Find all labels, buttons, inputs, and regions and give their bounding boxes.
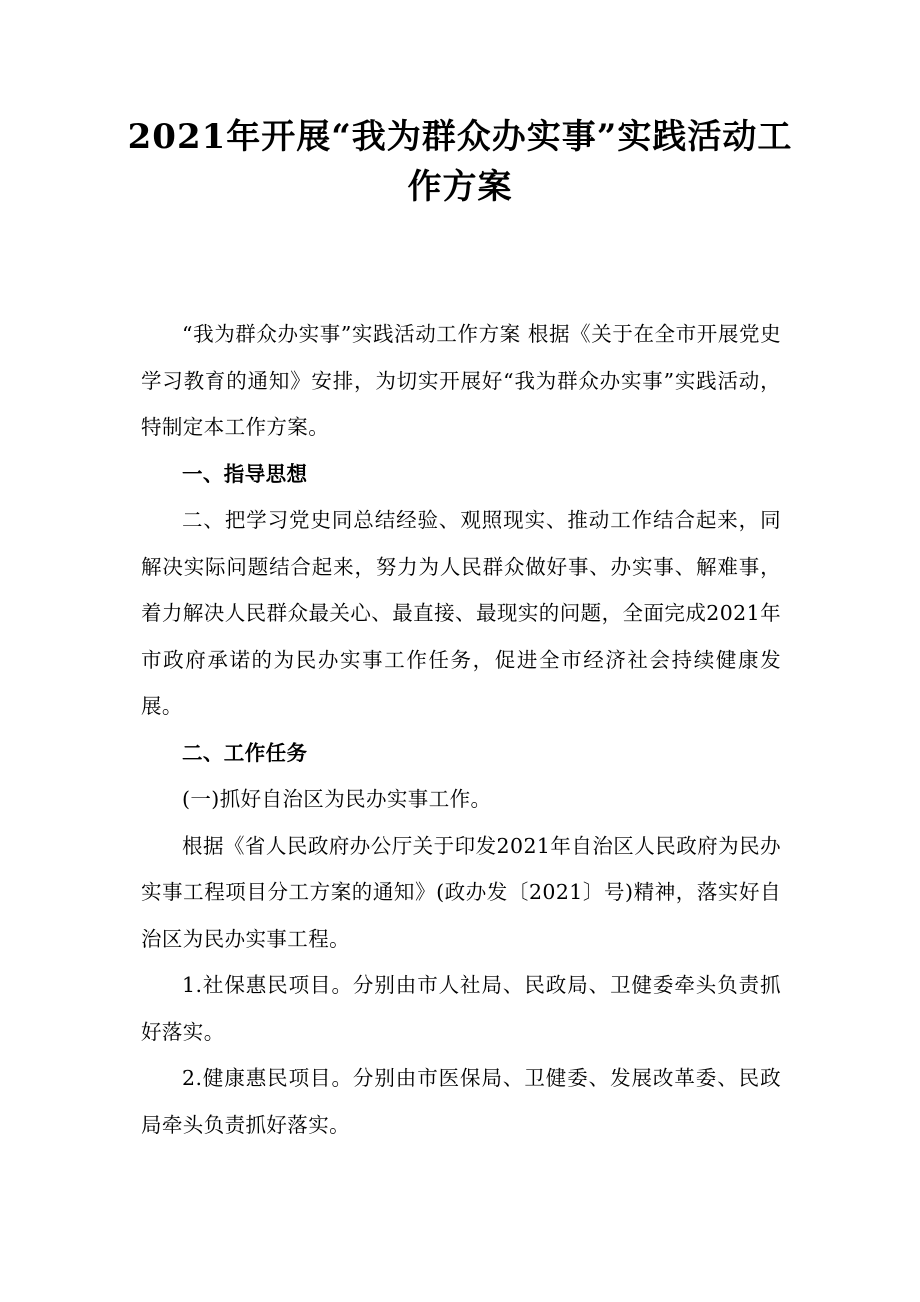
- autonomous-region-paragraph: 根据《省人民政府办公厅关于印发2021年自治区人民政府为民办实事工程项目分工方案的通知》(政办发〔2021〕号)精神，落实好自治区为民办实事工程。: [141, 833, 781, 951]
- document-body: [141, 311, 781, 1148]
- intro-paragraph: “我为群众办实事”实践活动工作方案 根据《关于在全市开展党史学习教育的通知》安排，为切实开展好“我为群众办实事”实践活动，特制定本工作方案。: [141, 322, 781, 439]
- list-item-social-security: 1.社保惠民项目。分别由市人社局、民政局、卫健委牵头负责抓好落实。: [141, 973, 781, 1044]
- section-heading-work-tasks: 二、工作任务: [182, 740, 308, 765]
- document-title: 2021年开展“我为群众办实事”实践活动工作方案: [127, 117, 793, 207]
- list-item-health: 2.健康惠民项目。分别由市医保局、卫健委、发展改革委、民政局牵头负责抓好落实。: [141, 1066, 781, 1137]
- section-heading-guiding-ideology: 一、指导思想: [182, 461, 308, 486]
- guiding-ideology-paragraph: 二、把学习党史同总结经验、观照现实、推动工作结合起来，同解决实际问题结合起来，努力为人民群众做好事、办实事、解难事，着力解决人民群众最关心、最直接、最现实的问题，全面完成2021年市政府承诺的为民办实事工作任务，促进全市经济社会持续健康发展。: [141, 508, 781, 718]
- subsection-heading-autonomous-region: (一)抓好自治区为民办实事工作。: [182, 787, 492, 811]
